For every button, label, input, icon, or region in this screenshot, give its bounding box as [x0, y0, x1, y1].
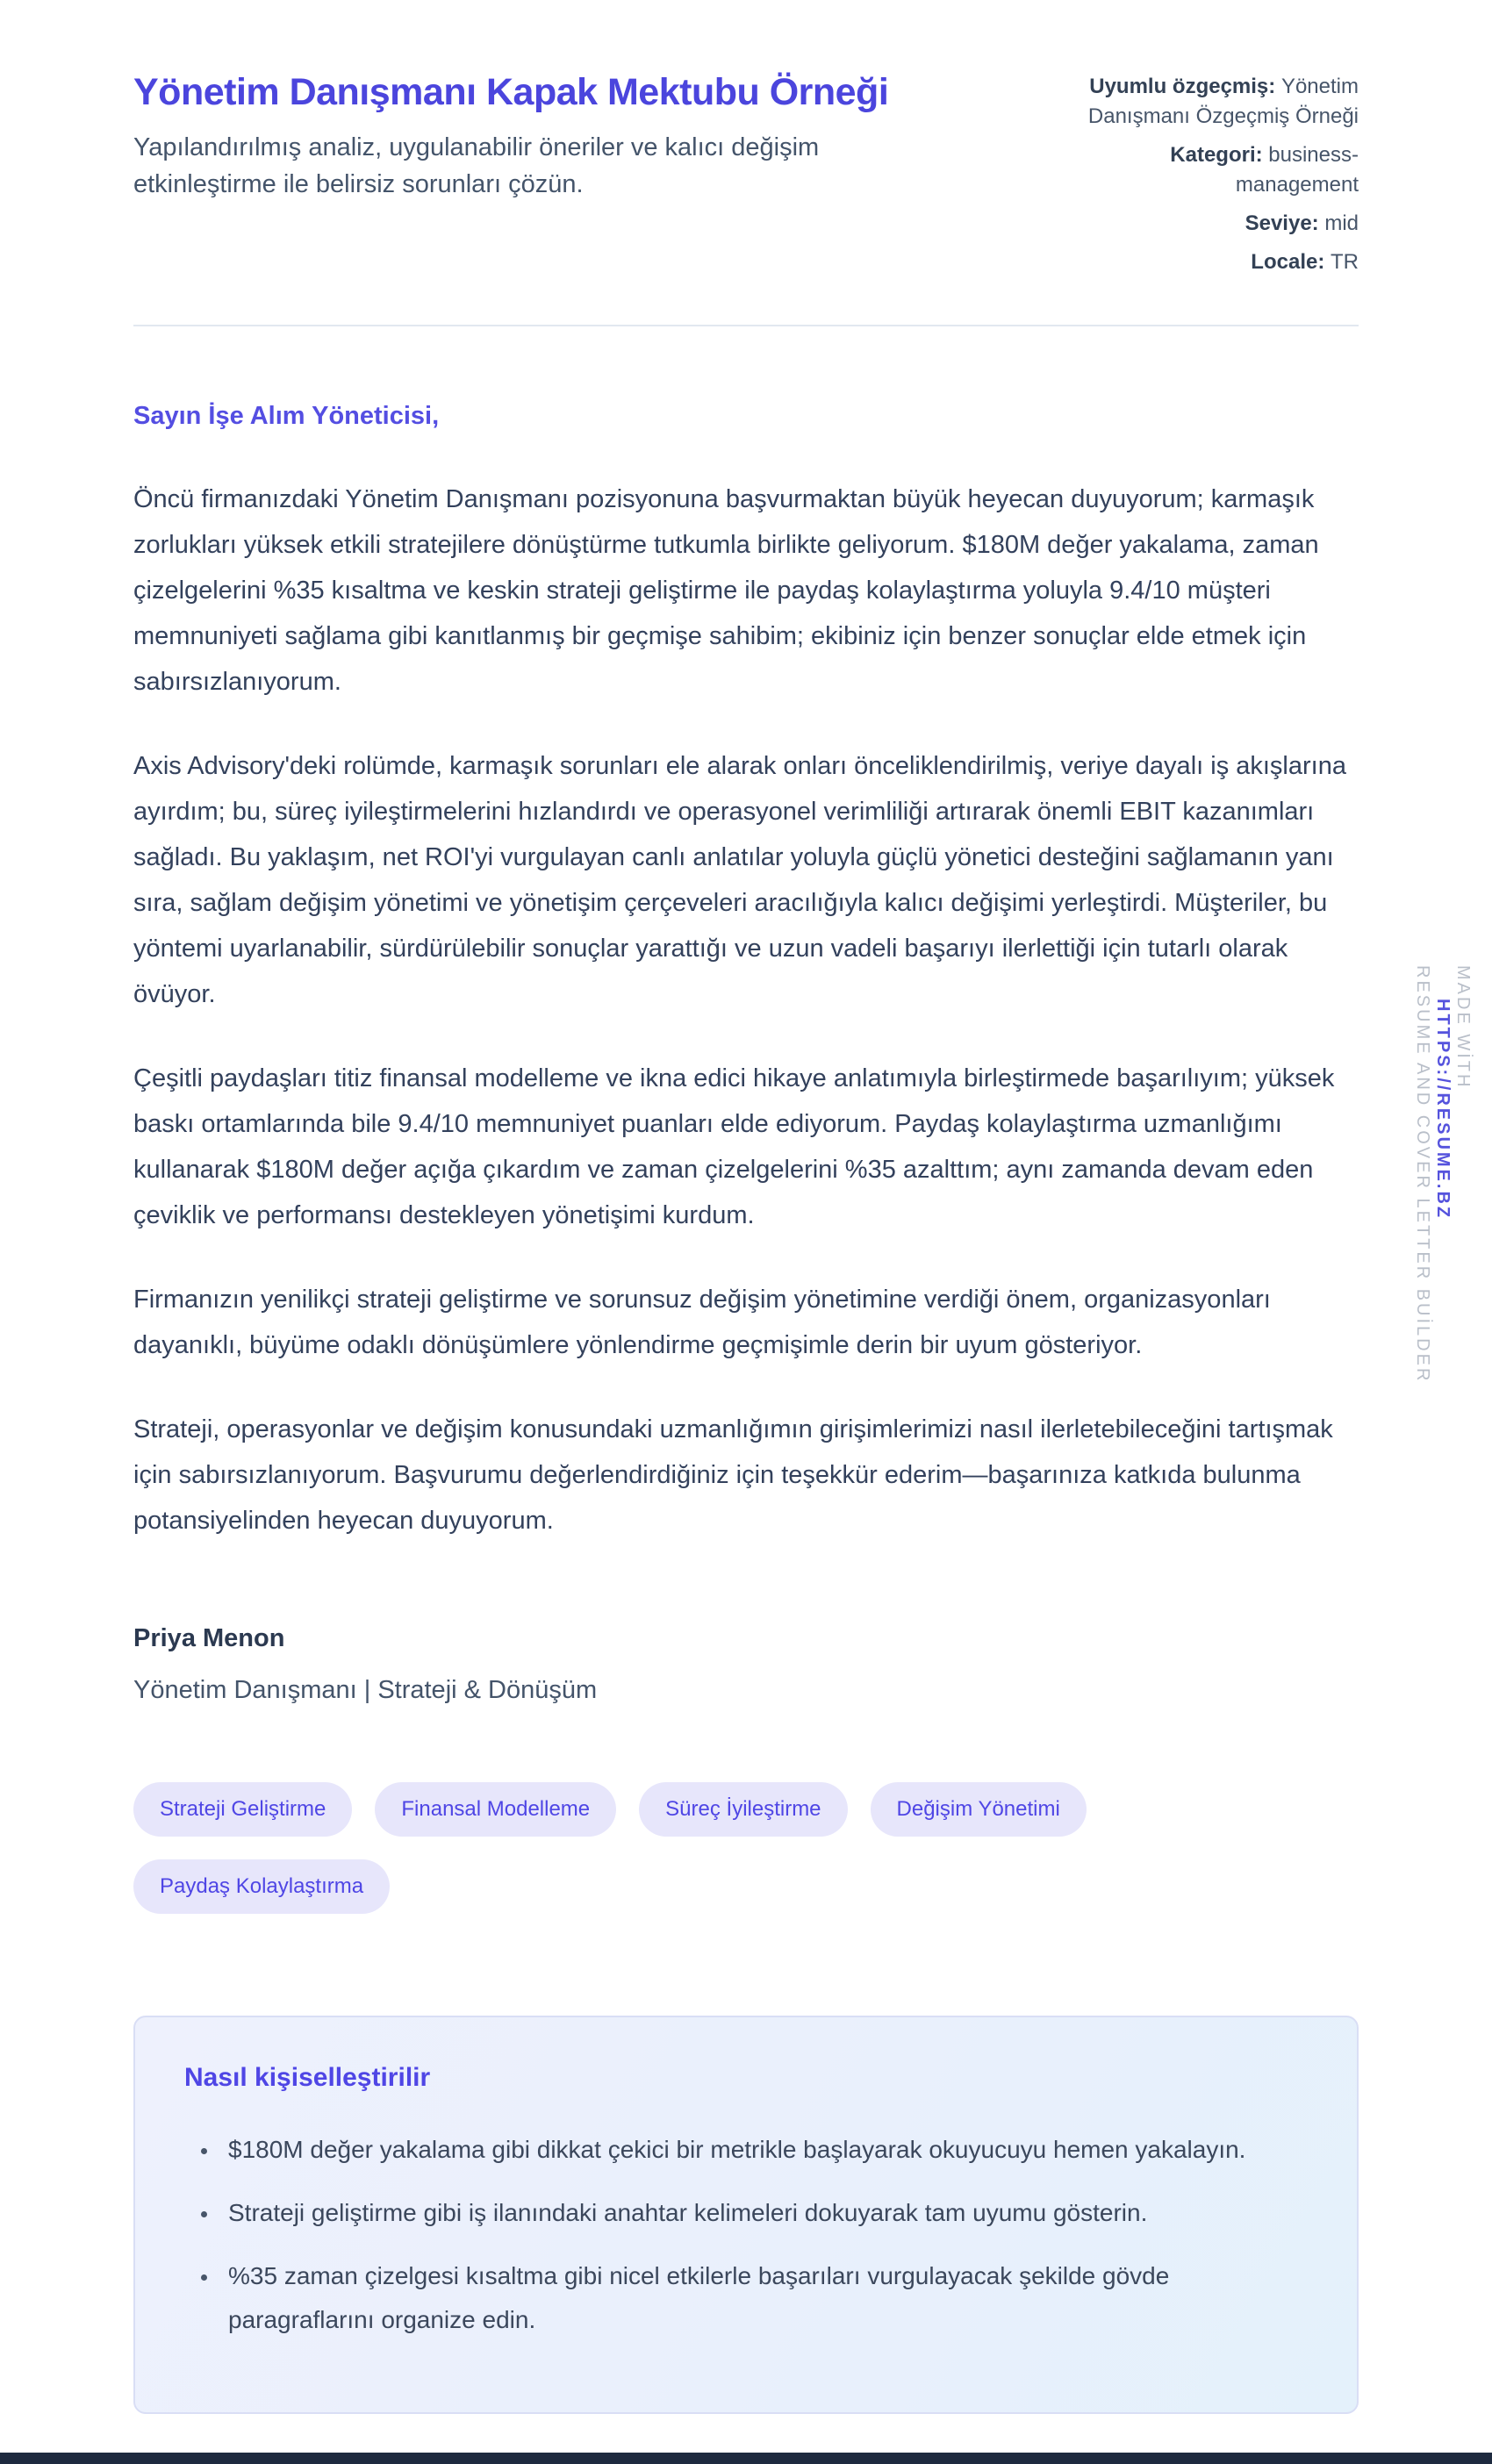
meta-row — [1069, 140, 1359, 200]
personalize-box — [133, 2016, 1359, 2414]
meta-value: TR — [1331, 250, 1359, 275]
personalize-list — [184, 2128, 1308, 2342]
cover-letter — [133, 402, 1359, 1705]
skill-tag: Finansal Modelleme — [375, 1782, 616, 1837]
letter-paragraph: Firmanızın yenilikçi strateji geliştirme ve sorunsuz değişim yönetimine verdiği önem, organizasyonları dayanıklı, büyüme odaklı dönüşümlere yönlendirme geçmişimle derin bir uyum gösteriyor. — [133, 1286, 1271, 1360]
meta-row — [1069, 247, 1359, 277]
watermark — [1412, 965, 1473, 1383]
watermark-site-link[interactable]: HTTPS://RESUME.BZ — [1433, 999, 1453, 1221]
meta-value: business-management — [1235, 143, 1359, 197]
watermark-prefix: MADE WİTH — [1453, 965, 1473, 1090]
header — [133, 68, 1359, 286]
signature-block — [133, 1624, 1359, 1705]
signature-title: Yönetim Danışmanı | Strateji & Dönüşüm — [133, 1676, 598, 1705]
letter-paragraph: Çeşitli paydaşları titiz finansal modelleme ve ikna edici hikaye anlatımıyla birleştirmede başarılıyım; yüksek baskı ortamlarında bile 9.4/10 memnuniyet puanları elde ediyorum. Paydaş kolaylaştırma uzmanlığımı kullanarak $180M değer açığa çıkardım ve zaman çizelgelerini %35 azalttım; aynı zamanda devam eden çeviklik ve performansı destekleyen yönetişimi kurdum. — [133, 1064, 1335, 1230]
meta-label: Locale: — [1251, 250, 1331, 275]
skill-tag: Süreç İyileştirme — [639, 1782, 847, 1837]
personalize-bullet: • %35 zaman çizelgesi kısaltma gibi nicel etkilerle başarıları vurgulayacak şekilde gövde paragraflarını organize edin. — [219, 2254, 1308, 2342]
meta-row — [1069, 72, 1359, 132]
personalize-bullet: • Strateji geliştirme gibi iş ilanındaki anahtar kelimeleri dokuyarak tam uyumu gösterin. — [219, 2191, 1308, 2235]
letter-paragraph: Strateji, operasyonlar ve değişim konusundaki uzmanlığımın girişimlerimizi nasıl ilerletebileceğini tartışmak için sabırsızlanıyorum. Başvurumu değerlendirdiğiniz için teşekkür ederim—başarınıza katkıda bulunma potansiyelinden heyecan duyuyorum. — [133, 1415, 1333, 1536]
meta-value: Yönetim Danışmanı Özgeçmiş Örneği — [1087, 75, 1359, 129]
page-title: Yönetim Danışmanı Kapak Mektubu Örneği — [133, 71, 889, 113]
skill-tag: Değişim Yönetimi — [871, 1782, 1087, 1837]
meta-label: Seviye: — [1245, 211, 1325, 236]
letter-paragraph: Öncü firmanızdaki Yönetim Danışmanı pozisyonuna başvurmaktan büyük heyecan duyuyorum; karmaşık zorlukları yüksek etkili stratejilere dönüştürme tutkumla birlikte geliyorum. $180M değer yakalama, zaman çizelgelerini %35 kısaltma ve keskin strateji geliştirme ile paydaş kolaylaştırma yoluyla 9.4/10 müşteri memnuniyeti sağlama gibi kanıtlanmış bir geçmişe sahibim; ekibiniz için benzer sonuçlar elde etmek için sabırsızlanıyorum. — [133, 485, 1319, 697]
skill-tags — [133, 1782, 1359, 1914]
letter-body — [133, 476, 1359, 1544]
letter-paragraph: Axis Advisory'deki rolümde, karmaşık sorunları ele alarak onları önceliklendirilmiş, veriye dayalı iş akışlarına ayırdım; bu, süreç iyileştirmelerini hızlandırdı ve operasyonel verimliliği artırarak önemli EBIT kazanımları sağladı. Bu yaklaşım, net ROI'yi vurgulayan canlı anlatılar yoluyla güçlü yönetici desteğini sağlamanın yanı sıra, sağlam değişim yönetimi ve yönetişim çerçeveleri aracılığıyla kalıcı değişimi yerleştirdi. Müşteriler, bu yöntemi uyarlanabilir, sürdürülebilir sonuçlar yarattığı ve uzun vadeli başarıyı ilerlettiği için tutarlı olarak övüyor. — [133, 752, 1346, 1009]
meta-label: Kategori: — [1170, 143, 1269, 168]
personalize-bullet: • $180M değer yakalama gibi dikkat çekici bir metrikle başlayarak okuyucuyu hemen yakalayın. — [219, 2128, 1308, 2172]
meta-panel — [1069, 68, 1359, 286]
page-container — [133, 0, 1359, 2414]
header-divider — [133, 325, 1359, 326]
meta-value: mid — [1324, 211, 1359, 236]
meta-row — [1069, 209, 1359, 239]
signature-name: Priya Menon — [133, 1624, 285, 1653]
skill-tag: Strateji Geliştirme — [133, 1782, 352, 1837]
personalize-box-title: Nasıl kişiselleştirilir — [184, 2063, 431, 2093]
meta-label: Uyumlu özgeçmiş: — [1089, 75, 1281, 98]
letter-greeting: Sayın İşe Alım Yöneticisi, — [133, 402, 440, 431]
header-title-block — [133, 68, 888, 203]
footer-strip — [0, 2453, 1492, 2464]
page-subtitle: Yapılandırılmış analiz, uygulanabilir öneriler ve kalıcı değişim etkinleştirme ile belirsiz sorunları çözün. — [133, 133, 820, 199]
watermark-suffix: RESUME AND COVER LETTER BUİLDER — [1413, 965, 1432, 1384]
skill-tag: Paydaş Kolaylaştırma — [133, 1859, 390, 1914]
